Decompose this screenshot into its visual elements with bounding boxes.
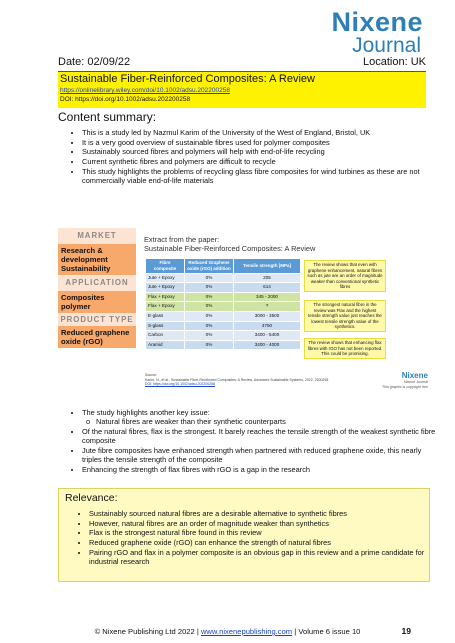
cell-tensile: 3000 - 3500 [234,311,301,321]
col-fibre: Fibre composite [146,259,185,274]
cell-tensile: ? [234,302,301,312]
cell-fibre: S-glass [146,321,185,331]
issue-sublist [82,417,442,426]
issue-bullet: • Of the natural fibres, flax is the strongest. It barely reaches the tensile strength of the weakest synthetic fibre composite [82,427,442,445]
footer-separator: | [292,627,299,636]
summary-bullet: • This is a study led by Nazmul Karim of the University of the West of England, Bristol, UK [82,128,432,137]
cell-rgo: 0% [185,302,234,312]
mini-logo-name: Nixene [401,371,428,380]
article-doi: DOI: https://doi.org/10.1002/adsu.202200258 [60,96,191,103]
cell-tensile: 205 [234,273,301,283]
application-value: Composites polymer [58,291,136,313]
market-heading: MARKET [58,228,136,244]
table-row [146,302,301,312]
extract-line-1: Extract from the paper: [144,235,220,244]
footer-separator: | [194,627,201,636]
source-text: Karim, N., et al., Sustainable Fiber-Reinforced Composites: A Review, Advanced Sustainable Systems, 2022, 2200258 [145,377,329,382]
cell-fibre: Flax + Epoxy [146,302,185,312]
article-title-box [58,72,426,108]
relevance-heading: Relevance: [65,492,118,504]
content-summary-heading: Content summary: [58,110,157,124]
header-bar [58,56,426,72]
market-value: Research & development Sustainability [58,244,136,275]
source-link[interactable]: DOI: https://doi.org/10.1002/adsu.202200258 [145,382,216,387]
cell-rgo: 0% [185,311,234,321]
issue-bullet: • Enhancing the strength of flax fibres with rGO is a gap in the research [82,465,442,474]
cell-rgo: 0% [185,331,234,341]
issue-bullet: • Jute fibre composites have enhanced strength when partnered with reduced graphene oxide, this nearly triples the tensile strength of the composite [82,446,442,464]
table-row [146,311,301,321]
cell-fibre: E-glass [146,311,185,321]
cell-tensile: 3400 - 4000 [234,340,301,350]
table-row [146,273,301,283]
article-title: Sustainable Fiber-Reinforced Composites: A Review [60,73,315,85]
summary-bullet: • It is a very good overview of sustainable fibres used for polymer composites [82,138,432,147]
mini-logo-note: This graphic is copyright free [382,384,428,389]
extract-line-2: Sustainable Fiber-Reinforced Composites: A Review [144,244,316,253]
note-jute: The review shows that even with graphene enhancement, natural fibres such as jute are an order of magnitude weaker than conventional synthetic fibres [304,260,386,292]
table-row [146,331,301,341]
relevance-list [73,509,437,567]
cell-fibre: Jute + Epoxy [146,283,185,293]
mini-logo [382,372,428,389]
cell-rgo: 0% [185,340,234,350]
page-footer [0,627,455,636]
note-flax: The strongest natural fibre in the review was Flax and the highest tensile strength value just reaches the lowest tensile strength value of the synthetics. [304,300,386,332]
cell-fibre: Flax + Epoxy [146,292,185,302]
extract-caption [144,235,315,253]
relevance-bullet: • Pairing rGO and flax in a polymer composite is an obvious gap in this review and a prime candidate for industrial research [89,548,437,566]
footer-volume: Volume 6 issue 10 [298,627,361,636]
cell-tensile: 345 - 2000 [234,292,301,302]
source-label: Source: [145,373,158,377]
relevance-bullet: • However, natural fibres are an order of magnitude weaker than synthetics [89,519,437,528]
relevance-bullet: • Reduced graphene oxide (rGO) can enhance the strength of natural fibres [89,538,437,547]
footer-website-link[interactable]: www.nixenepublishing.com [200,627,293,636]
mini-logo-sub: Nixene Journal [403,380,428,384]
page-number: 19 [401,626,411,636]
table-row [146,283,301,293]
tensile-strength-table [145,258,301,350]
summary-bullet: • Current synthetic fibres and polymers are difficult to recycle [82,157,432,166]
application-heading: APPLICATION [58,275,136,291]
classification-sidebar [58,228,136,348]
footer-copyright: © Nixene Publishing Ltd 2022 [94,627,195,636]
table-row [146,340,301,350]
location-label: Location: UK [363,56,426,68]
logo-journal: Journal [352,34,421,57]
relevance-bullet: • Flax is the strongest natural fibre found in this review [89,528,437,537]
issue-subbullet: o Natural fibres are weaker than their synthetic counterparts [96,417,442,426]
cell-tensile: 3400 - 5400 [234,331,301,341]
table-row [146,292,301,302]
date-label: Date: 02/09/22 [58,56,131,68]
relevance-box [58,488,430,582]
relevance-bullet: • Sustainably sourced natural fibres are a desirable alternative to synthetic fibres [89,509,437,518]
cell-tensile: 614 [234,283,301,293]
product-type-heading: PRODUCT TYPE [58,313,136,326]
table-row [146,321,301,331]
cell-rgo: 0% [185,273,234,283]
product-type-value: Reduced graphene oxide (rGO) [58,326,136,348]
cell-fibre: Jute + Epoxy [146,273,185,283]
note-rgo-gap: The review shows that enhancing flax fibres with rGO has not been reported. This could be promising. [304,338,386,359]
col-rgo: Reduced Graphene oxide (rGO) addition [185,259,234,274]
nixene-journal-logo [331,8,423,56]
cell-rgo: 0% [185,321,234,331]
issue-text: The study highlights another key issue: [82,408,210,417]
cell-fibre: Carbon [146,331,185,341]
summary-bullet: • This study highlights the problems of recycling glass fibre composites for wind turbines as these are not commercially viable end-of-life materials [82,167,432,185]
issues-list [66,408,442,474]
cell-fibre: Aramid [146,340,185,350]
col-tensile: Tensile strength [MPa] [234,259,301,274]
cell-tensile: 4750 [234,321,301,331]
cell-rgo: 0% [185,283,234,293]
cell-rgo: 0% [185,292,234,302]
source-citation [145,373,365,387]
summary-bullet: • Sustainably sourced fibres and polymers will help with end-of-life recycling [82,147,432,156]
summary-list [66,128,432,186]
article-url-link[interactable]: https://onlinelibrary.wiley.com/doi/10.1002/adsu.202200258 [60,87,230,94]
issue-bullet [82,408,442,426]
logo-nixene: Nixene [331,7,423,37]
